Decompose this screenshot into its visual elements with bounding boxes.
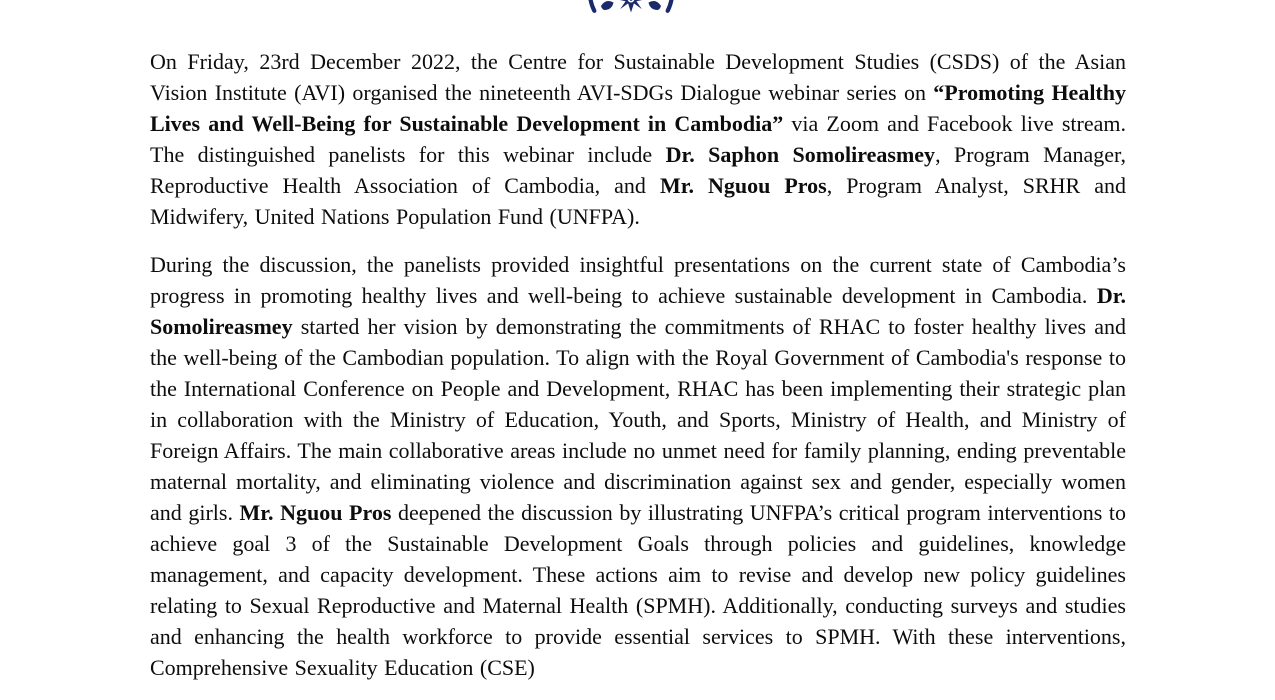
text-run-bold-panelist-2: Mr. Nguou Pros <box>659 173 827 198</box>
text-run: via Zoom and Facebook live stream. The distinguished panelists for this webinar include <box>150 111 1126 167</box>
text-run: During the discussion, the panelists provided insightful presentations on the current state of Cambodia’s progress in promoting healthy lives and well-being to achieve sustainable development in Cambodia. <box>150 252 1126 308</box>
paragraph-2 <box>150 249 1126 683</box>
text-run-bold-speaker-1: Dr. Somolireasmey <box>150 283 1126 339</box>
text-run: , Program Manager, Reproductive Health Association of Cambodia, and <box>150 142 1126 198</box>
text-run-bold-webinar-title: “Promoting Healthy Lives and Well-Being for Sustainable Development in Cambodia” <box>150 80 1126 136</box>
text-run: On Friday, 23rd December 2022, the Centre for Sustainable Development Studies (CSDS) of the Asian Vision Institute (AVI) organised the nineteenth AVI-SDGs Dialogue webinar series on <box>150 49 1126 105</box>
text-run-bold-speaker-2: Mr. Nguou Pros <box>239 500 392 525</box>
text-run: , Program Analyst, SRHR and Midwifery, United Nations Population Fund (UNFPA). <box>150 173 1126 229</box>
text-run: started her vision by demonstrating the commitments of RHAC to foster healthy lives and the well-being of the Cambodian population. To align with the Royal Government of Cambodia's response to the International Conference on People and Development, RHAC has been implementing their strategic plan in collaboration with the Ministry of Education, Youth, and Sports, Ministry of Health, and Ministry of Foreign Affairs. The main collaborative areas include no unmet need for family planning, ending preventable maternal mortality, and eliminating violence and discrimination against sex and gender, especially women and girls. <box>150 314 1126 525</box>
text-run-bold-panelist-1: Dr. Saphon Somolireasmey <box>665 142 936 167</box>
text-run: deepened the discussion by illustrating UNFPA’s critical program interventions to achieve goal 3 of the Sustainable Development Goals through policies and guidelines, knowledge management, and capacity development. These actions aim to revise and develop new policy guidelines relating to Sexual Reproductive and Maternal Health (SPMH). Additionally, conducting surveys and studies and enhancing the health workforce to provide essential services to SPMH. With these interventions, Comprehensive Sexuality Education (CSE) <box>150 500 1126 680</box>
avi-emblem-flourish-icon <box>581 0 681 18</box>
document-body-text <box>150 46 1126 700</box>
paragraph-1 <box>150 46 1126 232</box>
